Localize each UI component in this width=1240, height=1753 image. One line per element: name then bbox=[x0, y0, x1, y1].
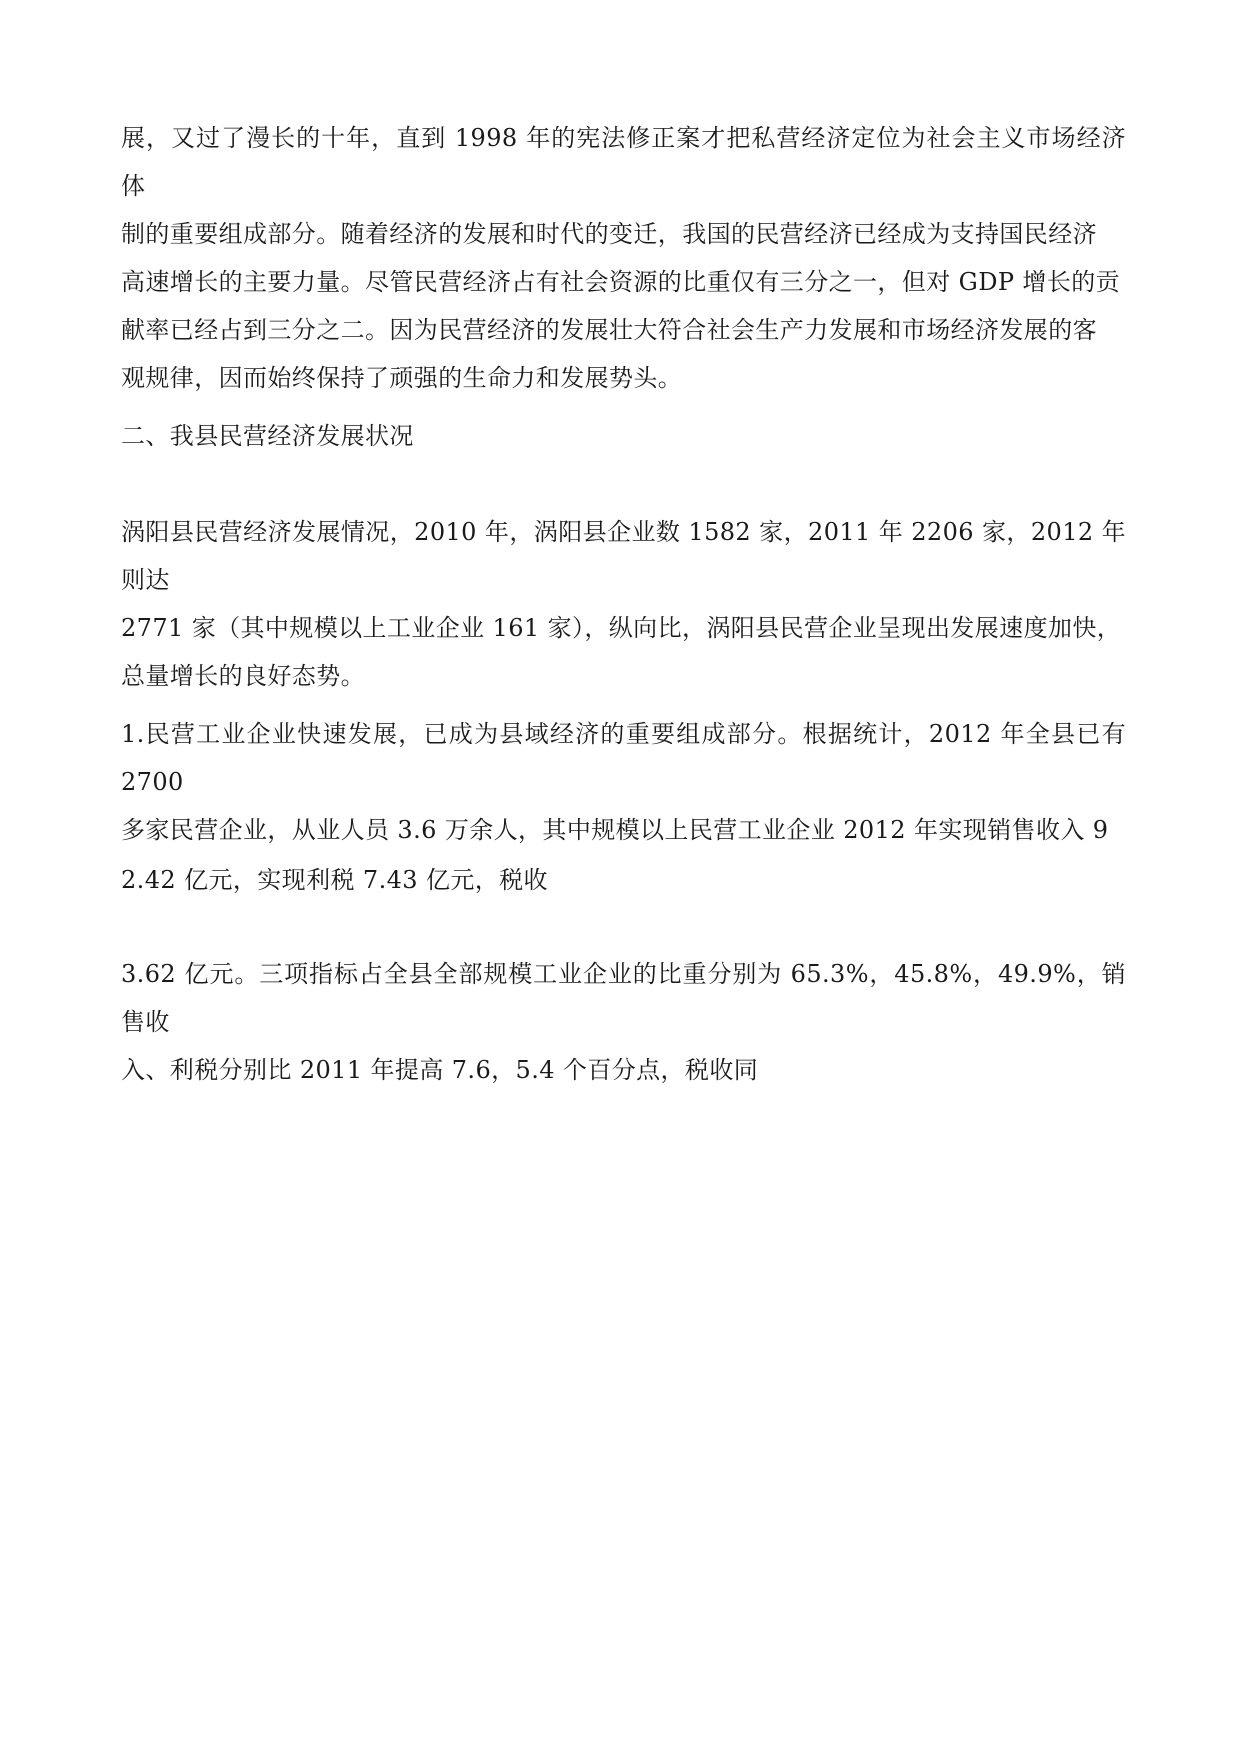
paragraph-indicator-shares: 3.62 亿元。三项指标占全县全部规模工业企业的比重分别为 65.3%，45.8%，49.9%，销售收 入、利税分别比 2011 年提高 7.6，5.4 个百分点，税收同 bbox=[121, 960, 1126, 1084]
paragraph-guoyang-enterprise-count: 涡阳县民营经济发展情况，2010 年，涡阳县企业数 1582 家，2011 年 2206 家，2012 年则达 2771 家（其中规模以上工业企业 161 家），纵向比，涡阳县民营企业呈现出发展速度加快， 总量增长的良好态势。 bbox=[121, 518, 1126, 690]
section-heading: 二、我县民营经济发展状况 bbox=[121, 422, 414, 450]
paragraph-profit-tax: 2.42 亿元，实现利税 7.43 亿元，税收 bbox=[121, 866, 548, 894]
paragraph-private-economy-history: 展，又过了漫长的十年，直到 1998 年的宪法修正案才把私营经济定位为社会主义市场经济体 制的重要组成部分。随着经济的发展和时代的变迁，我国的民营经济已经成为支持国民经济 高速增长的主要力量。尽管民营经济占有社会资源的比重仅有三分之一，但对 GDP 增长的贡 献率已经占到三分之二。因为民营经济的发展壮大符合社会生产力发展和市场经济发展的客 观规律，因而始终保持了顽强的生命力和发展势头。 bbox=[121, 124, 1126, 392]
paragraph-industrial-enterprise-development: 1.民营工业企业快速发展，已成为县域经济的重要组成部分。根据统计，2012 年全县已有 2700 多家民营企业，从业人员 3.6 万余人，其中规模以上民营工业企业 2012 年实现销售收入 9 bbox=[121, 720, 1126, 844]
